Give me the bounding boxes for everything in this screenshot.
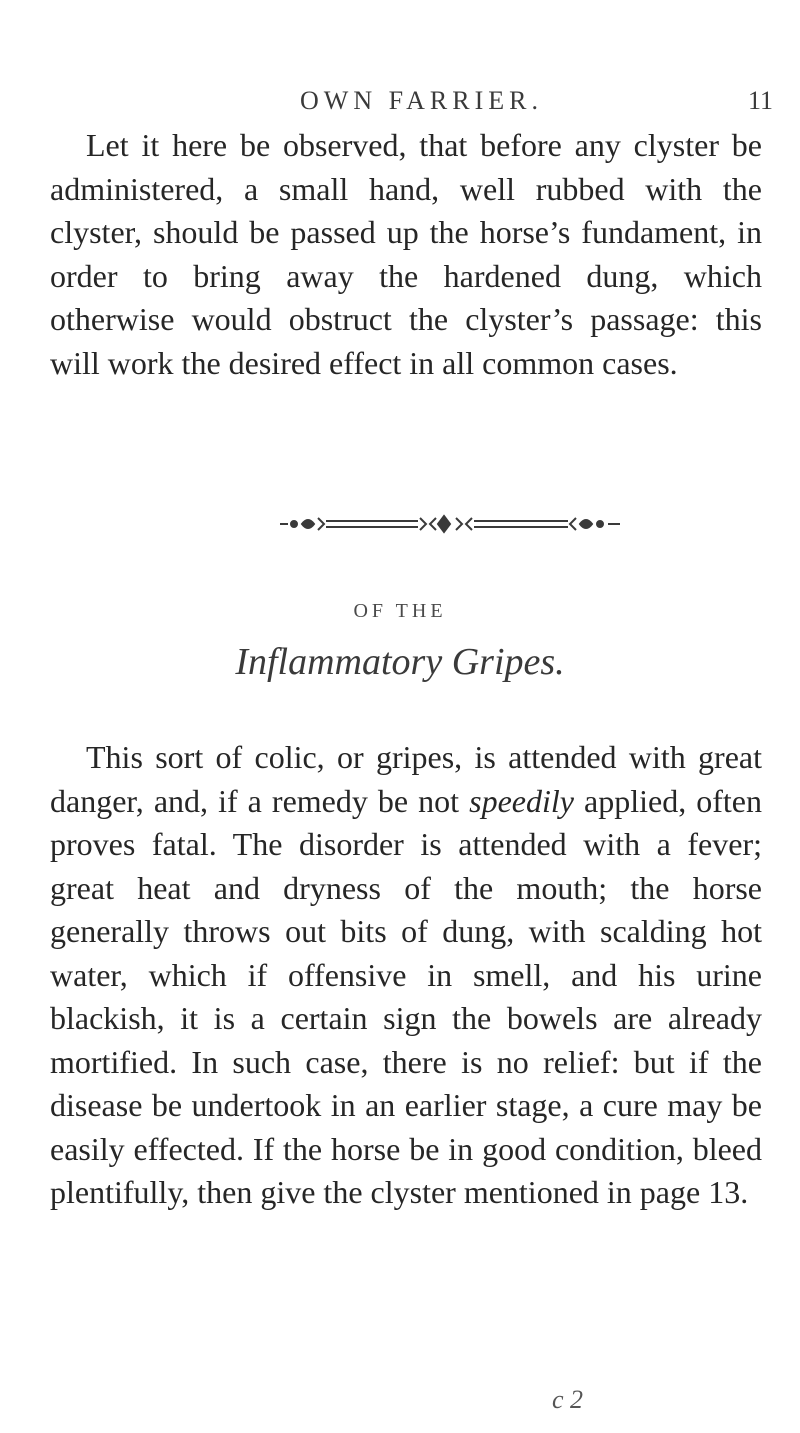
signature-mark: c 2 xyxy=(552,1385,584,1414)
section-title: Inflammatory Gripes. xyxy=(235,641,565,683)
paragraph-clyster-note: Let it here be observed, that before any clyster be administered, a small hand, well rubbed with the clyster, should be passed up the horse’s fundament, in order to bring away the hardened dung, which otherwise would obstruct the clyster’s passage: this will work the desired effect in all common cases. xyxy=(50,127,762,381)
paragraph-italic-word: speedily xyxy=(469,782,574,819)
running-head xyxy=(0,86,800,126)
paragraph-inflammatory-gripes xyxy=(50,736,762,1215)
running-title: OWN FARRIER. xyxy=(300,86,543,115)
section-of-label: OF THE xyxy=(353,600,447,622)
ornament-rule-icon xyxy=(278,512,622,536)
paragraph-text-part: applied, often proves fatal. The disorder is attended with a fever; great heat and dryness of the mouth; the horse generally throws out bits of dung, with scalding hot water, which if offensive in smell, and his urine blackish, it is a certain sign the bowels are already mortified. In such case, there is no relief: but if the disease be undertook in an earlier stage, a cure may be easily effected. If the horse be in good condition, bleed plentifully, then give the clyster mentioned in page 13. xyxy=(50,782,763,1210)
paragraph-text-part: This sort of colic, or gripes, is attended with great danger, and, if a remedy be not xyxy=(50,739,762,819)
page-number: 11 xyxy=(748,86,774,115)
